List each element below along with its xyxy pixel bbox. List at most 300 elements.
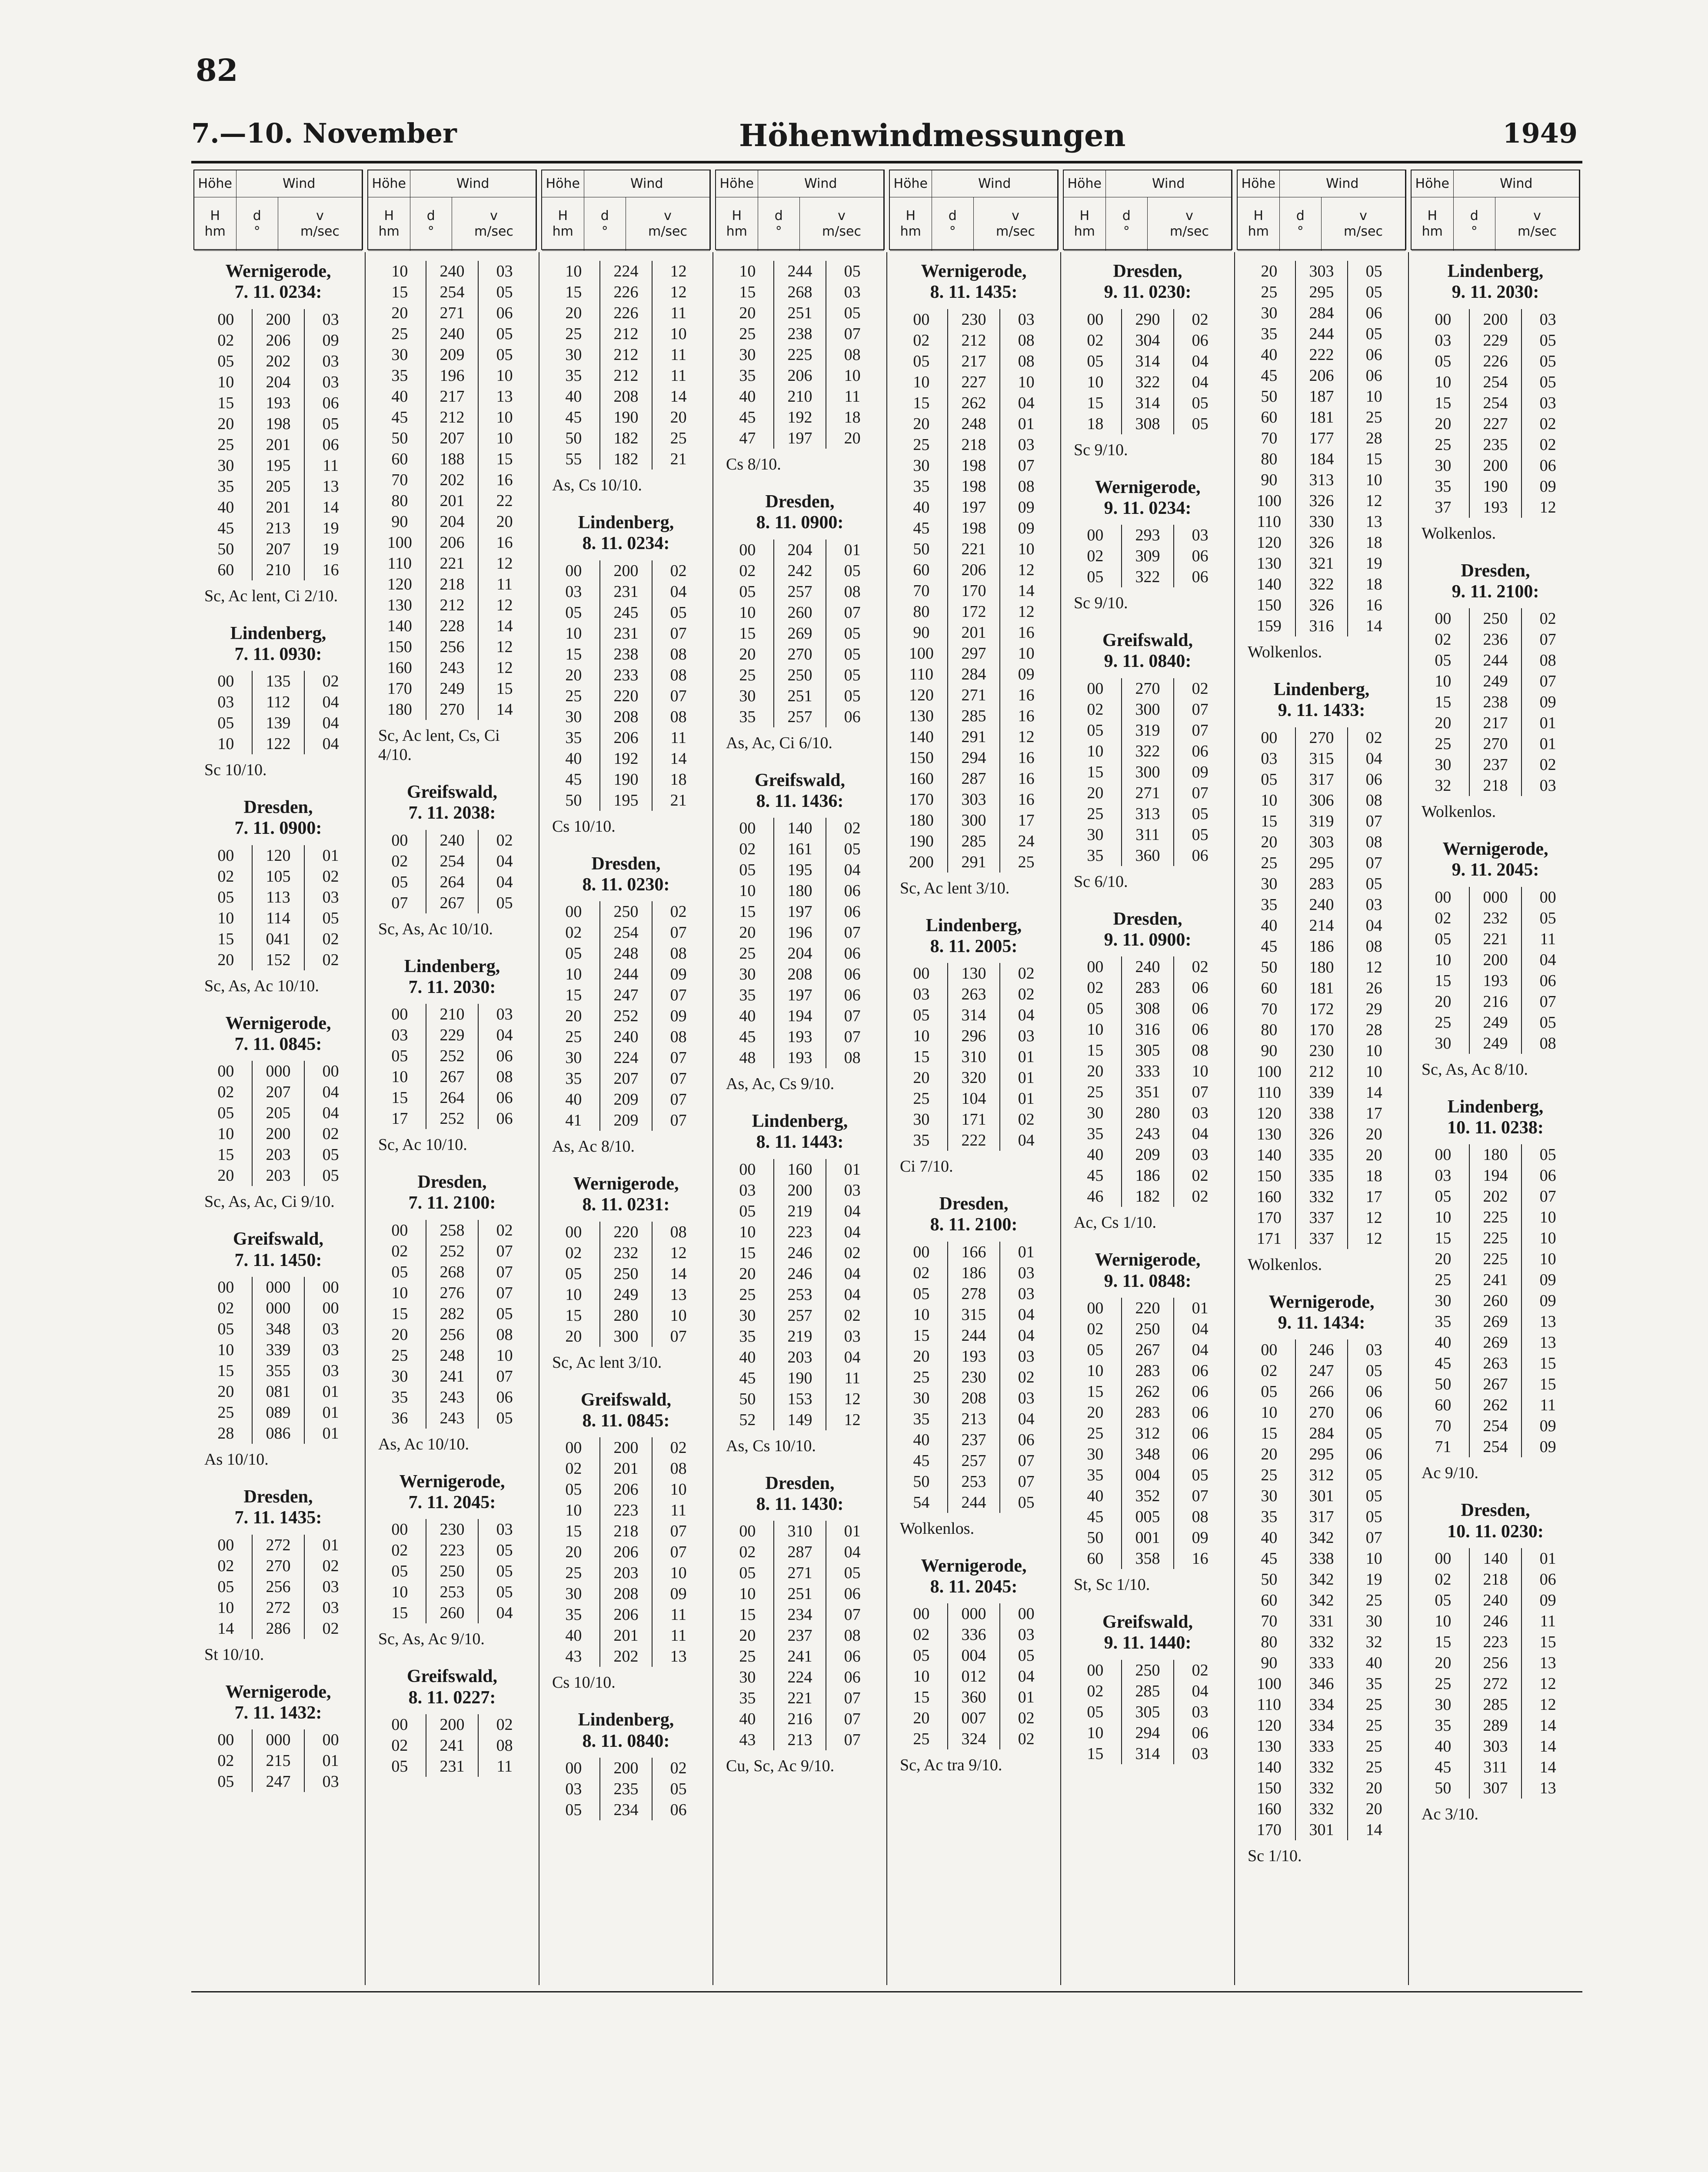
station-block (1069, 477, 1226, 613)
direction-cell: 230 (947, 1367, 1001, 1388)
height-cell: 00 (565, 1759, 582, 1777)
table-row (896, 372, 1052, 393)
speed-cell: 07 (844, 1731, 861, 1749)
speed-cell: 07 (670, 1049, 687, 1067)
cloud-note: As, Ac, Cs 9/10. (726, 1075, 835, 1093)
direction-cell: 186 (947, 1263, 1001, 1283)
speed-cell: 14 (1539, 1758, 1556, 1776)
speed-cell: 15 (496, 680, 513, 698)
direction-cell: 244 (1295, 323, 1348, 344)
direction-cell: 303 (1469, 1736, 1522, 1757)
speed-cell: 14 (496, 617, 513, 635)
direction-cell: 209 (426, 344, 479, 365)
speed-cell: 15 (1539, 1632, 1556, 1651)
speed-cell: 01 (844, 540, 861, 559)
direction-cell: 336 (947, 1624, 1001, 1645)
direction-cell: 224 (773, 1667, 827, 1688)
col-head-hoehe: Höhe (368, 170, 410, 197)
height-cell: 25 (739, 944, 756, 963)
height-cell: 00 (1261, 728, 1278, 747)
height-cell: 45 (391, 408, 408, 426)
table-row (1069, 1061, 1226, 1082)
col-head-d: d ° (758, 197, 800, 251)
height-cell: 05 (1435, 352, 1452, 370)
direction-cell: 254 (426, 851, 479, 872)
speed-cell: 12 (844, 1410, 861, 1429)
station-date: 9. 11. 0900: (1104, 930, 1192, 950)
height-cell: 20 (913, 1069, 930, 1087)
direction-cell: 231 (599, 623, 653, 644)
speed-cell: 05 (496, 893, 513, 912)
height-cell: 45 (739, 1369, 756, 1387)
speed-cell: 05 (1018, 1646, 1035, 1665)
speed-cell: 13 (1539, 1313, 1556, 1331)
table-row (1069, 1660, 1226, 1681)
speed-cell: 04 (322, 693, 339, 712)
direction-cell: 269 (1469, 1332, 1522, 1353)
col-head-d: d ° (1454, 197, 1496, 251)
table-row (1417, 1632, 1574, 1652)
table-row (896, 1645, 1052, 1666)
height-cell: 00 (1087, 1299, 1104, 1317)
speed-cell: 01 (1018, 1688, 1035, 1707)
speed-cell: 09 (1539, 1271, 1556, 1289)
speed-cell: 03 (1192, 1744, 1209, 1763)
station-heading (200, 1013, 356, 1055)
station-date: 8. 11. 0900: (756, 513, 844, 533)
height-cell: 45 (1261, 937, 1278, 956)
height-cell: 30 (1261, 1487, 1278, 1506)
direction-cell: 198 (947, 518, 1001, 539)
speed-cell: 04 (496, 1604, 513, 1622)
direction-cell: 270 (1295, 727, 1348, 748)
speed-cell: 05 (496, 1562, 513, 1581)
speed-cell: 04 (844, 1223, 861, 1241)
table-row (1069, 1319, 1226, 1339)
station-heading (1069, 1249, 1226, 1292)
data-column (200, 261, 356, 1809)
station-name: Lindenberg, (578, 513, 674, 533)
speed-cell: 03 (1539, 776, 1556, 795)
height-cell: 35 (1435, 1313, 1452, 1331)
direction-cell: 300 (947, 810, 1001, 831)
table-row (1243, 1778, 1400, 1799)
height-cell: 40 (565, 1090, 582, 1109)
height-cell: 35 (739, 707, 756, 726)
direction-cell: 225 (1469, 1249, 1522, 1269)
height-cell: 02 (391, 1736, 408, 1755)
height-cell: 05 (391, 873, 408, 891)
table-row (896, 768, 1052, 789)
station-name: Dresden, (939, 1194, 1009, 1214)
table-row (374, 1735, 530, 1756)
table-row (1243, 449, 1400, 470)
table-row (1243, 1145, 1400, 1166)
station-block (896, 915, 1052, 1176)
table-row (896, 1624, 1052, 1645)
height-cell: 00 (217, 1062, 234, 1081)
speed-cell: 03 (322, 310, 339, 329)
speed-cell: 05 (1539, 909, 1556, 927)
table-row (548, 1458, 704, 1479)
table-row (896, 434, 1052, 455)
direction-cell: 316 (1295, 616, 1348, 636)
table-row (722, 560, 878, 581)
station-heading (200, 1229, 356, 1271)
height-cell: 00 (217, 310, 234, 329)
speed-cell: 04 (496, 873, 513, 891)
height-cell: 02 (217, 1299, 234, 1317)
table-row (1417, 476, 1574, 497)
direction-cell: 268 (773, 282, 827, 303)
direction-cell: 206 (599, 1542, 653, 1562)
height-cell: 20 (1435, 992, 1452, 1011)
height-cell: 15 (565, 1522, 582, 1541)
height-cell: 30 (1261, 304, 1278, 322)
speed-cell: 13 (322, 477, 339, 496)
table-row (722, 686, 878, 706)
table-row (896, 413, 1052, 434)
direction-cell: 271 (426, 303, 479, 323)
table-row (1069, 1186, 1226, 1207)
speed-cell: 06 (1192, 1020, 1209, 1039)
speed-cell: 07 (1018, 1472, 1035, 1491)
speed-cell: 02 (1018, 985, 1035, 1004)
station-date: 9. 11. 2100: (1452, 581, 1539, 602)
height-cell: 25 (1087, 1083, 1104, 1102)
col-head-hoehe: Höhe (1412, 170, 1454, 197)
cloud-note: Wolkenlos. (1422, 524, 1496, 543)
height-cell: 30 (739, 686, 756, 705)
direction-cell: 205 (252, 476, 305, 497)
direction-cell: 152 (252, 949, 305, 970)
height-cell: 110 (909, 665, 934, 683)
station-heading (722, 770, 878, 812)
height-cell: 160 (387, 659, 412, 677)
speed-cell: 14 (670, 1264, 687, 1283)
table-row (722, 407, 878, 428)
height-cell: 140 (387, 617, 412, 635)
table-row (1069, 1527, 1226, 1548)
height-cell: 170 (1256, 1821, 1282, 1839)
station-heading (374, 1172, 530, 1214)
speed-cell: 16 (1018, 706, 1035, 725)
height-cell: 40 (1435, 1333, 1452, 1352)
table-row (896, 1450, 1052, 1471)
station-date: 10. 11. 0230: (1447, 1521, 1544, 1542)
height-cell: 00 (565, 561, 582, 580)
speed-cell: 02 (670, 561, 687, 580)
table-row (1417, 671, 1574, 692)
direction-cell: 322 (1121, 566, 1175, 587)
station-heading (200, 797, 356, 839)
direction-cell: 283 (1121, 1360, 1175, 1381)
table-row (1243, 1506, 1400, 1527)
speed-cell: 16 (1018, 686, 1035, 704)
speed-cell: 10 (1539, 1229, 1556, 1248)
speed-cell: 07 (1192, 721, 1209, 740)
table-row (1069, 720, 1226, 741)
speed-cell: 07 (670, 624, 687, 643)
direction-cell: 335 (1295, 1145, 1348, 1166)
table-row (548, 1562, 704, 1583)
speed-cell: 00 (1539, 888, 1556, 906)
height-cell: 100 (1256, 1062, 1282, 1081)
direction-cell: 244 (1469, 650, 1522, 671)
height-cell: 20 (1435, 1250, 1452, 1269)
table-row (1417, 1715, 1574, 1736)
height-cell: 100 (387, 533, 412, 552)
cloud-note: Sc, Ac lent, Ci 2/10. (204, 586, 338, 605)
cloud-note: Sc, As, Ac, Ci 9/10. (204, 1193, 335, 1211)
table-row (374, 303, 530, 323)
station-name: Wernigerode, (225, 1682, 331, 1702)
direction-cell: 334 (1295, 1694, 1348, 1715)
speed-cell: 01 (1539, 1549, 1556, 1568)
column-separator (712, 252, 713, 1985)
table-row (1243, 511, 1400, 532)
height-cell: 35 (391, 366, 408, 385)
speed-cell: 03 (322, 1340, 339, 1359)
speed-cell: 05 (1365, 283, 1382, 301)
table-row (374, 678, 530, 699)
direction-cell: 139 (252, 713, 305, 733)
height-cell: 00 (217, 1731, 234, 1749)
speed-cell: 08 (1539, 651, 1556, 670)
direction-cell: 218 (1469, 775, 1522, 796)
station-date: 8. 11. 0227: (408, 1687, 496, 1708)
table-row (896, 789, 1052, 810)
height-cell: 30 (1435, 456, 1452, 475)
direction-cell: 254 (599, 922, 653, 943)
speed-cell: 05 (844, 1564, 861, 1582)
height-cell: 20 (739, 1264, 756, 1283)
speed-cell: 05 (1365, 262, 1382, 280)
speed-cell: 03 (1018, 1027, 1035, 1046)
direction-cell: 297 (947, 643, 1001, 664)
height-cell: 05 (391, 1263, 408, 1281)
table-row (374, 1519, 530, 1540)
table-row (896, 1304, 1052, 1325)
height-cell: 05 (217, 1319, 234, 1338)
height-cell: 00 (391, 1715, 408, 1734)
col-head-h: H hm (368, 197, 410, 251)
height-cell: 10 (1087, 1723, 1104, 1742)
column-header (367, 170, 537, 250)
speed-cell: 14 (1539, 1737, 1556, 1756)
height-cell: 02 (913, 1263, 930, 1282)
station-date: 7. 11. 0234: (234, 282, 322, 303)
table-row (722, 901, 878, 922)
table-row (1243, 1527, 1400, 1548)
height-cell: 20 (565, 304, 582, 322)
table-row (200, 1750, 356, 1771)
station-heading (374, 782, 530, 824)
direction-cell: 207 (599, 1068, 653, 1089)
speed-cell: 02 (1192, 1661, 1209, 1679)
table-row (722, 1047, 878, 1068)
direction-cell: 237 (947, 1429, 1001, 1450)
table-row (896, 664, 1052, 685)
speed-cell: 09 (322, 331, 339, 350)
table-row (1243, 1423, 1400, 1444)
speed-cell: 16 (1018, 790, 1035, 809)
speed-cell: 03 (1018, 1389, 1035, 1407)
height-cell: 110 (387, 554, 412, 573)
height-cell: 35 (1087, 1125, 1104, 1143)
speed-cell: 10 (496, 408, 513, 426)
col-head-v: v m/sec (1148, 197, 1232, 251)
direction-cell: 249 (1469, 1033, 1522, 1054)
height-cell: 10 (913, 373, 930, 391)
table-row (374, 323, 530, 344)
height-cell: 20 (217, 1166, 234, 1185)
station-date: 8. 11. 0230: (582, 874, 670, 895)
speed-cell: 05 (844, 561, 861, 580)
table-row (374, 1345, 530, 1366)
direction-cell: 190 (599, 769, 653, 790)
speed-cell: 03 (322, 1598, 339, 1617)
station-name: Lindenberg, (404, 956, 500, 976)
direction-cell: 195 (773, 859, 827, 880)
station-block (200, 261, 356, 606)
height-cell: 00 (565, 1439, 582, 1457)
direction-cell: 270 (1121, 678, 1175, 699)
height-cell: 15 (565, 645, 582, 663)
table-row (896, 1666, 1052, 1687)
table-row (722, 344, 878, 365)
station-name: Wernigerode, (921, 261, 1027, 281)
speed-cell: 07 (670, 1522, 687, 1541)
height-cell: 50 (1435, 1779, 1452, 1797)
speed-cell: 10 (1539, 1250, 1556, 1269)
height-cell: 30 (1087, 825, 1104, 844)
height-cell: 02 (391, 1541, 408, 1560)
height-cell: 25 (565, 1564, 582, 1582)
speed-cell: 02 (322, 1125, 339, 1143)
height-cell: 10 (391, 262, 408, 280)
height-cell: 150 (1256, 1779, 1282, 1798)
station-date: 10. 11. 0238: (1447, 1118, 1544, 1138)
table-row (1243, 1444, 1400, 1465)
station-name: Wernigerode, (1095, 1250, 1201, 1270)
direction-cell: 218 (426, 574, 479, 595)
speed-cell: 03 (1365, 1341, 1382, 1359)
table-row (548, 1479, 704, 1500)
speed-cell: 05 (322, 1146, 339, 1164)
direction-cell: 227 (1469, 413, 1522, 434)
direction-cell: 212 (426, 595, 479, 616)
table-row (896, 1242, 1052, 1263)
speed-cell: 05 (496, 325, 513, 343)
speed-cell: 07 (670, 1543, 687, 1562)
height-cell: 25 (217, 1403, 234, 1422)
table-row (896, 1367, 1052, 1388)
speed-cell: 10 (670, 325, 687, 343)
station-name: Wernigerode, (399, 1471, 505, 1492)
height-cell: 40 (1261, 916, 1278, 935)
col-head-hoehe: Höhe (890, 170, 932, 197)
table-row (722, 1409, 878, 1430)
speed-cell: 02 (1192, 958, 1209, 976)
table-row (200, 330, 356, 351)
station-heading (722, 1473, 878, 1515)
cloud-note: Cs 10/10. (552, 1673, 616, 1692)
table-row (200, 1402, 356, 1423)
table-row (1243, 1548, 1400, 1569)
table-row (1243, 832, 1400, 853)
direction-cell: 238 (773, 323, 827, 344)
station-heading (548, 1389, 704, 1432)
height-cell: 30 (217, 456, 234, 475)
direction-cell: 285 (947, 706, 1001, 726)
speed-cell: 03 (1018, 1284, 1035, 1303)
speed-cell: 29 (1365, 999, 1382, 1018)
height-cell: 05 (565, 1480, 582, 1499)
direction-cell: 272 (252, 1597, 305, 1618)
height-cell: 60 (1435, 1396, 1452, 1415)
station-heading (200, 1486, 356, 1529)
direction-cell: 285 (947, 831, 1001, 852)
height-cell: 45 (565, 408, 582, 426)
direction-cell: 308 (1121, 998, 1175, 1019)
cloud-note: St, Sc 1/10. (1074, 1575, 1150, 1594)
speed-cell: 19 (1365, 1570, 1382, 1589)
height-cell: 30 (1435, 756, 1452, 774)
speed-cell: 06 (1539, 456, 1556, 475)
table-row (722, 1729, 878, 1750)
table-row (722, 1305, 878, 1326)
height-cell: 35 (913, 477, 930, 496)
direction-cell: 332 (1295, 1757, 1348, 1778)
height-cell: 40 (913, 498, 930, 516)
direction-cell: 208 (599, 386, 653, 407)
column-separator (1234, 252, 1235, 1985)
direction-cell: 198 (947, 476, 1001, 497)
table-row (548, 344, 704, 365)
height-cell: 110 (1257, 1696, 1282, 1714)
speed-cell: 16 (1018, 748, 1035, 767)
speed-cell: 08 (1018, 352, 1035, 370)
height-cell: 05 (913, 1006, 930, 1025)
direction-cell: 210 (252, 560, 305, 580)
height-cell: 02 (913, 1626, 930, 1644)
station-block (374, 1172, 530, 1454)
speed-cell: 01 (1192, 1299, 1209, 1317)
speed-cell: 05 (1539, 331, 1556, 350)
station-date: 8. 11. 1435: (930, 282, 1018, 303)
table-row (896, 1729, 1052, 1749)
table-row (548, 602, 704, 623)
height-cell: 00 (217, 672, 234, 691)
direction-cell: 170 (1295, 1019, 1348, 1040)
speed-cell: 06 (844, 882, 861, 900)
direction-cell: 214 (1295, 915, 1348, 936)
speed-cell: 20 (1365, 1146, 1382, 1164)
height-cell: 10 (1087, 742, 1104, 760)
direction-cell: 240 (426, 830, 479, 851)
height-cell: 159 (1256, 617, 1282, 635)
station-block (548, 512, 704, 836)
speed-cell: 04 (322, 735, 339, 753)
direction-cell: 192 (599, 748, 653, 769)
table-row (548, 560, 704, 581)
speed-cell: 07 (844, 603, 861, 622)
table-row (1243, 1166, 1400, 1186)
station-date: 9. 11. 2030: (1452, 282, 1539, 303)
station-block (1069, 1249, 1226, 1594)
table-row (200, 393, 356, 413)
